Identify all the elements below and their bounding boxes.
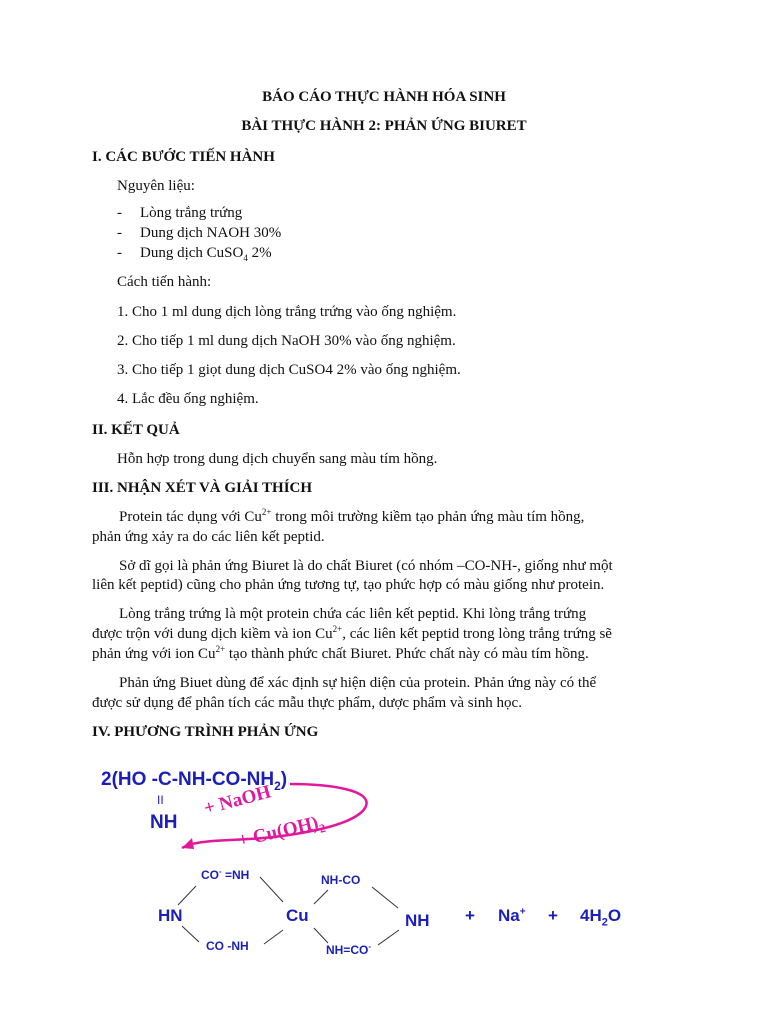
- paragraph-line: Lòng trắng trứng là một protein chứa các liên kết peptid. Khi lòng trắng trứng: [119, 606, 587, 622]
- bond-line: [260, 877, 283, 902]
- paragraph-line: Protein tác dụng với $Cu^{2+}$ trong môi trường kiềm tạo phản ứng màu tím hồng,: [119, 507, 585, 525]
- bond-line: [372, 887, 398, 908]
- section-3-heading: III. NHẬN XÉT VÀ GIẢI THÍCH: [92, 480, 313, 496]
- procedure-step: 2. Cho tiếp 1 ml dung dịch NaOH 30% vào ống nghiệm.: [117, 333, 456, 349]
- complex-group-top-right: NH-CO: [321, 873, 361, 887]
- materials-label: Nguyên liệu:: [117, 178, 195, 194]
- bond-line: [314, 928, 328, 943]
- bond-line: [264, 930, 283, 944]
- list-bullet: -: [117, 225, 122, 241]
- sodium-ion: Na+: [498, 906, 526, 925]
- paragraph-line: phản ứng xảy ra do các liên kết peptid.: [92, 529, 325, 545]
- biuret-formula: 2(HO $-C-NH-CO-NH_2$): [101, 769, 288, 793]
- reaction-arrowhead: [182, 838, 194, 849]
- paragraph-line: được sử dụng để phân tích các mẫu thực phẩm, dược phẩm và sinh học.: [92, 695, 522, 711]
- paragraph-line: liên kết peptid) cũng cho phản ứng tương tự, tạo phức hợp có màu giống như protein.: [92, 577, 605, 593]
- bond-line: [178, 886, 196, 905]
- procedure-step: 3. Cho tiếp 1 giọt dung dịch CuSO4 2% vào ống nghiệm.: [117, 362, 461, 378]
- material-item: Lòng trắng trứng: [140, 205, 243, 221]
- paragraph-line: Sở dĩ gọi là phản ứng Biuret là do chất Biuret (có nhóm –CO-NH-, giống như một: [119, 558, 613, 574]
- double-bond-mark: II: [157, 793, 164, 807]
- paragraph-line: Phản ứng Biuet dùng để xác định sự hiện diện của protein. Phản ứng này có thể: [119, 675, 597, 691]
- bond-line: [182, 926, 199, 942]
- bond-line: [378, 930, 399, 945]
- paragraph-line: phản ứng với ion $Cu^{2+}$ tạo thành phức chất Biuret. Phức chất này có màu tím hồng.: [92, 644, 589, 662]
- material-item: Dung dịch CuSO$_4$ 2%: [140, 245, 272, 263]
- naoh-reagent: + NaOH: [201, 781, 274, 820]
- plus-sign: +: [465, 906, 475, 925]
- report-title: BÁO CÁO THỰC HÀNH HÓA SINH: [262, 89, 506, 105]
- list-bullet: -: [117, 205, 122, 221]
- paragraph-line: được trộn với dung dịch kiềm và ion $Cu^{2+}$, các liên kết peptid trong lòng trắng trứng sẽ: [92, 624, 612, 642]
- material-item: Dung dịch NAOH 30%: [140, 225, 282, 241]
- imine-group: NH: [150, 812, 178, 833]
- section-4-heading: IV. PHƯƠNG TRÌNH PHẢN ỨNG: [92, 724, 319, 740]
- procedure-step: 4. Lắc đều ống nghiệm.: [117, 391, 259, 407]
- complex-copper: Cu: [286, 906, 309, 925]
- result-text: Hỗn hợp trong dung dịch chuyển sang màu tím hồng.: [117, 451, 438, 467]
- complex-nh-right: NH: [405, 911, 430, 930]
- plus-sign: +: [548, 906, 558, 925]
- section-2-heading: II. KẾT QUẢ: [92, 422, 180, 438]
- list-bullet: -: [117, 245, 122, 261]
- cuoh2-reagent: + $Cu(OH)_2$: [235, 812, 327, 852]
- complex-hn: HN: [158, 906, 183, 925]
- water-product: $4H_2O$: [580, 906, 622, 929]
- complex-group-bottom-right: NH=CO-: [326, 942, 372, 957]
- section-1-heading: I. CÁC BƯỚC TIẾN HÀNH: [92, 149, 275, 165]
- complex-group-top-left: CO- =NH: [201, 867, 250, 882]
- lab-title: BÀI THỰC HÀNH 2: PHẢN ỨNG BIURET: [241, 118, 527, 134]
- procedure-label: Cách tiến hành:: [117, 274, 212, 290]
- complex-group-bottom-left: CO -NH: [206, 939, 249, 953]
- procedure-step: 1. Cho 1 ml dung dịch lòng trắng trứng vào ống nghiệm.: [117, 304, 457, 320]
- bond-line: [314, 890, 328, 904]
